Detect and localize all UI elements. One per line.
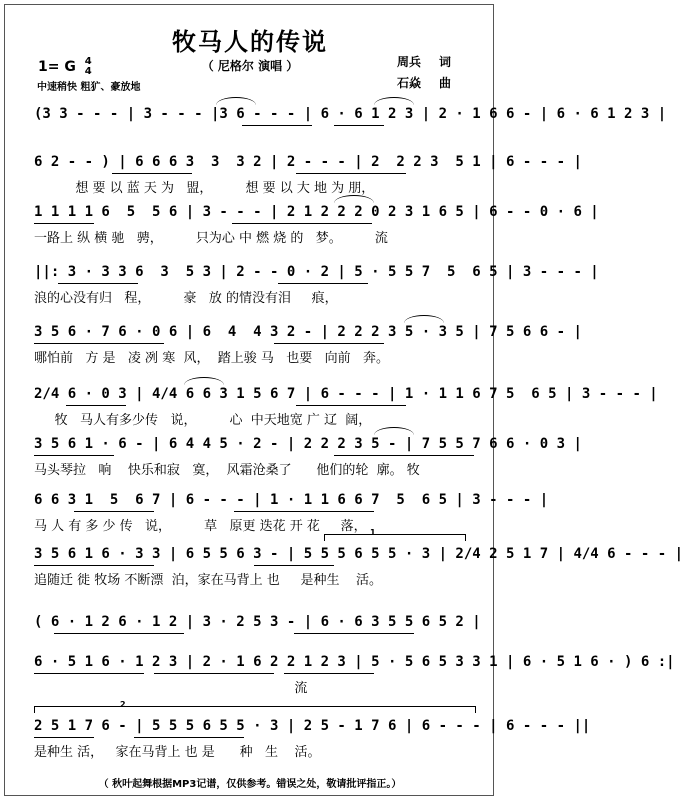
notation-line: 6 · 5 1 6 · 1 2 3 | 2 · 1 6 2 2 1 2 3 | 5 · 5 6 5 3 3 1 | 6 · 5 1 6 · ) 6 :|: [34, 654, 675, 670]
beam-line: [232, 223, 372, 224]
volta-label: 1: [370, 528, 376, 537]
key-label: 1= G: [38, 59, 76, 75]
volta-bracket: [34, 706, 476, 713]
beam-line: [74, 511, 154, 512]
composer-name: 石焱: [397, 76, 422, 90]
beam-line: [234, 511, 374, 512]
notation-line: 2 5 1 7 6 - | 5 5 5 6 5 5 · 3 | 2 5 - 1 7 6 | 6 - - - | 6 - - - ||: [34, 718, 591, 734]
lyrics-line: 流: [34, 681, 308, 696]
score-row: [34, 648, 675, 708]
footer-note: （ 秋叶起舞根据MP3记谱，仅供参考。错误之处，敬请批评指正。）: [98, 779, 402, 790]
beam-line: [278, 283, 368, 284]
volta-label: 2: [120, 700, 126, 709]
notation-line: ( 6 · 1 2 6 · 1 2 | 3 · 2 5 3 - | 6 · 6 3 5 5 6 5 2 |: [34, 614, 481, 630]
lyrics-line: 哪怕前 方 是 凌 冽 寒 风， 踏上骏 马 也要 向前 奔。: [34, 351, 390, 366]
composer-credit: [397, 74, 451, 91]
beam-line: [242, 125, 312, 126]
beam-line: [112, 173, 192, 174]
lyrics-line: 马 人 有 多 少 传 说， 草 原更 迭花 开 花 落，: [34, 519, 367, 534]
notation-line: 6 6 3 1 5 6 7 | 6 - - - | 1 · 1 1 6 6 7 5 6 5 | 3 - - - |: [34, 492, 549, 508]
beam-line: [34, 673, 144, 674]
beam-line: [334, 125, 384, 126]
lyrics-line: 是种生 活， 家在马背上 也 是 种 生 活。: [34, 745, 321, 760]
score-row: [34, 198, 599, 258]
beam-line: [34, 455, 114, 456]
beam-line: [254, 565, 334, 566]
beam-line: [154, 673, 274, 674]
notation-line: 3 5 6 1 6 · 3 3 | 6 5 5 6 3 - | 5 5 5 6 5 5 · 3 | 2/4 2 5 1 7 | 4/4 6 - - - |: [34, 546, 683, 562]
time-signature-bottom: 4: [84, 66, 92, 77]
score-row: [34, 258, 599, 318]
notation-line: 3 5 6 · 7 6 · 0 6 | 6 4 4 3 2 - | 2 2 2 3 5 · 3 5 | 7 5 6 6 - |: [34, 324, 582, 340]
beam-line: [296, 405, 406, 406]
volta-bracket: [324, 534, 466, 541]
lyricist-name: 周兵: [397, 55, 422, 69]
notation-line: (3 3 - - - | 3 - - - |3 6 - - - | 6 · 6 1 2 3 | 2 · 1 6 6 - | 6 · 6 1 2 3 |: [34, 106, 667, 122]
lyrics-line: 牧 马人有多少传 说， 心 中天地宽 广 辽 阔，: [34, 413, 372, 428]
beam-line: [294, 633, 414, 634]
score-row: [34, 430, 582, 490]
lyrics-line: 想 要 以 蓝 天 为 盟， 想 要 以 大 地 为 朋，: [34, 181, 375, 196]
notation-line: 1 1 1 1 6 5 5 6 | 3 - - - | 2 1 2 2 2 0 2 3 1 6 5 | 6 - - 0 · 6 |: [34, 204, 599, 220]
beam-line: [34, 737, 94, 738]
beam-line: [284, 673, 374, 674]
notation-line: 6 2 - - ) | 6 6 6 3 3 3 2 | 2 - - - | 2 2 2 3 5 1 | 6 - - - |: [34, 154, 582, 170]
singer-credit: （ 尼格尔 演唱 ）: [201, 59, 299, 73]
lyrics-line: 追随迁 徙 牧场 不断漂 泊，家在马背上 也 是种生 活。: [34, 573, 382, 588]
time-signature-top: 4: [84, 56, 92, 67]
notation-line: ||: 3 · 3 3 6 3 5 3 | 2 - - 0 · 2 | 5 · 5 5 7 5 6 5 | 3 - - - |: [34, 264, 599, 280]
beam-line: [296, 173, 406, 174]
lyrics-line: 马头琴拉 响 快乐和寂 寞， 风霜沧桑了 他们的轮 廓。 牧: [34, 463, 420, 478]
beam-line: [54, 633, 184, 634]
lyrics-line: 一路上 纵 横 驰 骋， 只为心 中 燃 烧 的 梦。 流: [34, 231, 388, 246]
lyrics-line: 浪的心没有归 程， 豪 放 的情没有泪 痕，: [34, 291, 338, 306]
lyricist-role: 词: [439, 55, 452, 69]
score-row: [34, 700, 591, 772]
beam-line: [34, 565, 154, 566]
score-row: [34, 318, 582, 378]
key-signature: [38, 57, 92, 77]
song-title: 牧马人的传说: [172, 28, 328, 56]
notation-line: 2/4 6 · 0 3 | 4/4 6 6 3 1 5 6 7 | 6 - - - | 1 · 1 1 6 7 5 6 5 | 3 - - - |: [34, 386, 658, 402]
beam-line: [34, 343, 164, 344]
beam-line: [274, 343, 384, 344]
time-signature: [85, 57, 92, 77]
lyricist-credit: [397, 53, 451, 70]
composer-role: 曲: [439, 76, 452, 90]
notation-line: 3 5 6 1 · 6 - | 6 4 4 5 · 2 - | 2 2 2 3 5 - | 7 5 5 7 6 6 · 0 3 |: [34, 436, 582, 452]
beam-line: [66, 405, 126, 406]
beam-line: [34, 223, 94, 224]
beam-line: [134, 737, 244, 738]
score-row: [34, 528, 683, 600]
beam-line: [334, 455, 474, 456]
tempo-marking: 中速稍快 粗犷、豪放地: [37, 82, 141, 93]
beam-line: [58, 283, 138, 284]
